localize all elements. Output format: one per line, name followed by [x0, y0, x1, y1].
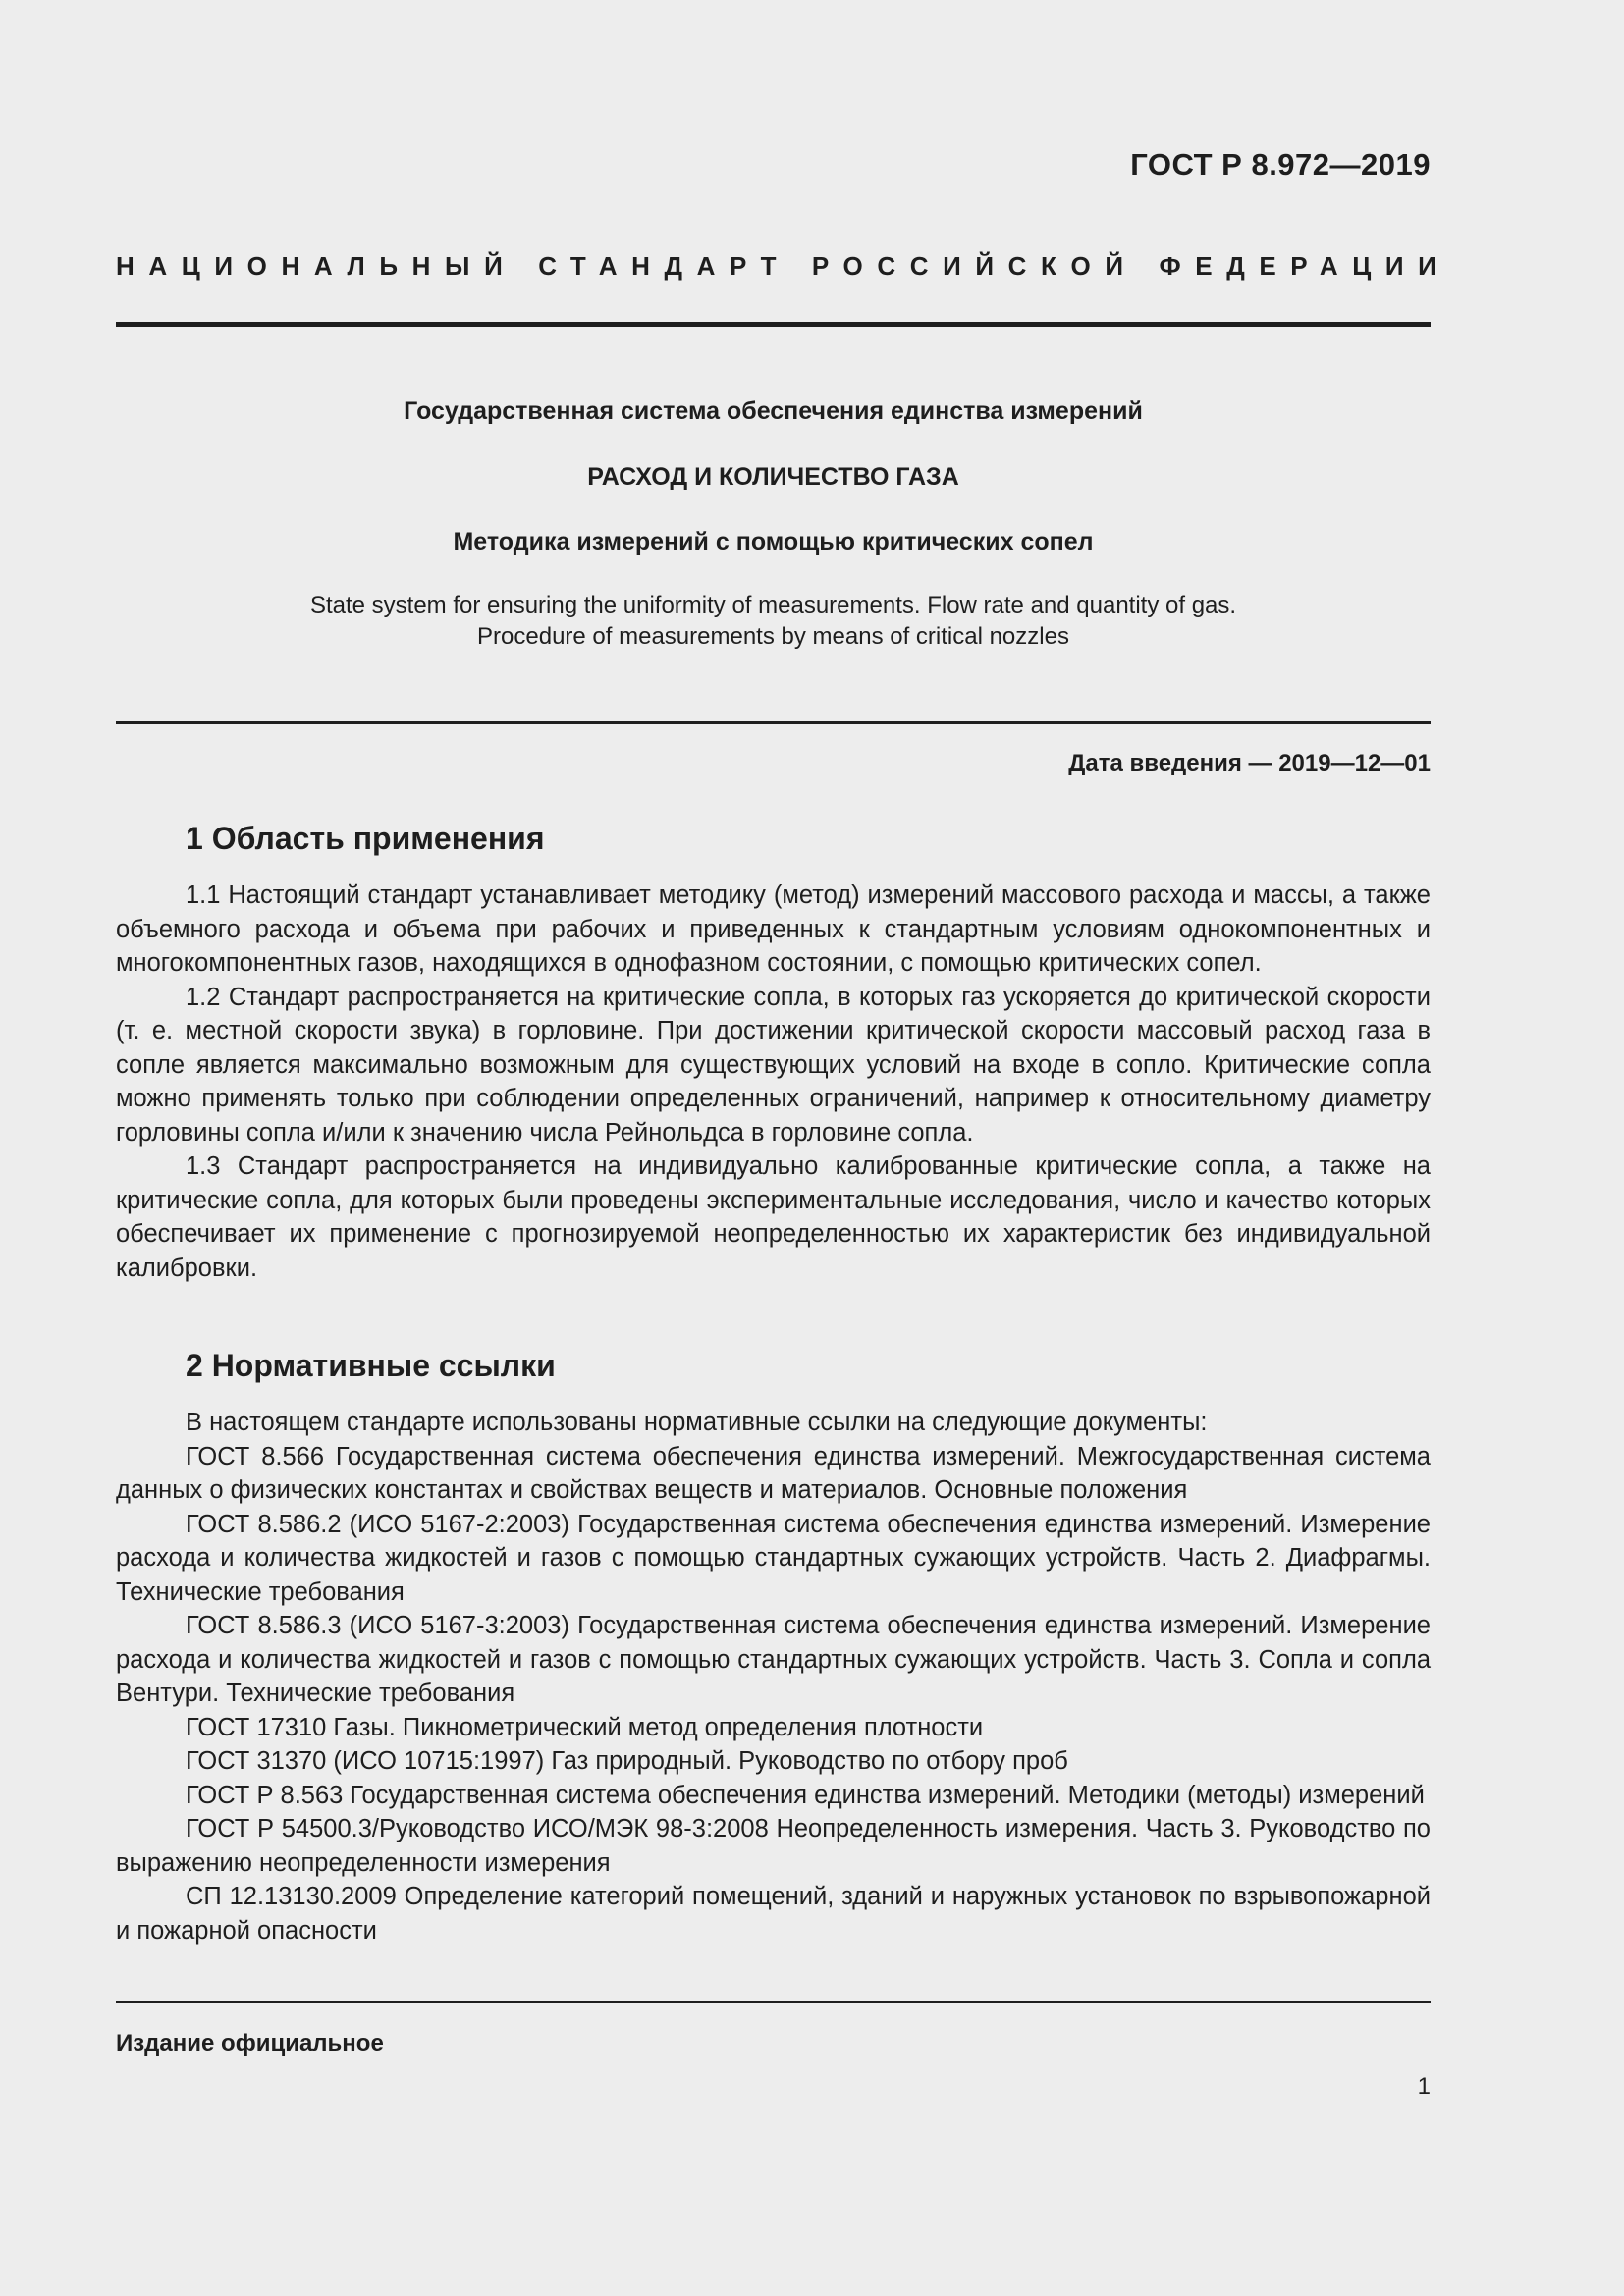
document-code: ГОСТ Р 8.972—2019: [1130, 147, 1431, 182]
normative-reference: ГОСТ 8.586.3 (ИСО 5167-3:2003) Государственная система обеспечения единства измерений. Измерение расхода и количества жидкостей и газов с помощью стандартных сужающих устройств. Часть 3. Сопла и сопла Вентури. Технические требования: [116, 1612, 1431, 1707]
footer-divider: [116, 2001, 1431, 2003]
section-2-body: [116, 1406, 1431, 1948]
normative-intro: В настоящем стандарте использованы нормативные ссылки на следующие документы:: [186, 1409, 1208, 1436]
header-divider: [116, 322, 1431, 327]
normative-reference: ГОСТ Р 54500.3/Руководство ИСО/МЭК 98-3:2008 Неопределенность измерения. Часть 3. Руководство по выражению неопределенности измерения: [116, 1815, 1431, 1877]
paragraph-1-1: 1.1 Настоящий стандарт устанавливает методику (метод) измерений массового расхода и массы, а также объемного расхода и объема при рабочих и приведенных к стандартным условиям однокомпонентных и многокомпонентных газов, находящихся в однофазном состоянии, с помощью критических сопел.: [116, 881, 1431, 977]
normative-reference: ГОСТ Р 8.563 Государственная система обеспечения единства измерений. Методики (методы) измерений: [186, 1781, 1425, 1809]
normative-reference: СП 12.13130.2009 Определение категорий помещений, зданий и наружных установок по взрывопожарной и пожарной опасности: [116, 1883, 1431, 1945]
title-system: Государственная система обеспечения единства измерений: [404, 398, 1143, 425]
title-divider: [116, 721, 1431, 724]
title-english: [116, 590, 1431, 653]
title-english-line2: Procedure of measurements by means of critical nozzles: [477, 623, 1069, 650]
title-subtitle: Методика измерений с помощью критических сопел: [453, 528, 1094, 556]
normative-reference: ГОСТ 8.586.2 (ИСО 5167-2:2003) Государственная система обеспечения единства измерений. Измерение расхода и количества жидкостей и газов с помощью стандартных сужающих устройств. Часть 2. Диафрагмы. Технические требования: [116, 1510, 1431, 1606]
page-number: 1: [1417, 2073, 1431, 2100]
national-standard-banner: НАЦИОНАЛЬНЫЙ СТАНДАРТ РОССИЙСКОЙ ФЕДЕРАЦИИ: [116, 251, 1451, 281]
paragraph-1-2: 1.2 Стандарт распространяется на критические сопла, в которых газ ускоряется до критической скорости (т. е. местной скорости звука) в горловине. При достижении критической скорости массовый расход газа в сопле является максимально возможным для существующих условий на входе в сопло. Критические сопла можно применять только при соблюдении определенных ограничений, например к относительному диаметру горловины сопла и/или к значению числа Рейнольдса в горловине сопла.: [116, 983, 1431, 1147]
title-english-line1: State system for ensuring the uniformity of measurements. Flow rate and quantity of gas.: [309, 592, 1237, 618]
official-edition-label: Издание официальное: [116, 2030, 384, 2056]
normative-reference: ГОСТ 8.566 Государственная система обеспечения единства измерений. Межгосударственная система данных о физических константах и свойствах веществ и материалов. Основные положения: [116, 1442, 1431, 1504]
paragraph-1-3: 1.3 Стандарт распространяется на индивидуально калиброванные критические сопла, а также на критические сопла, для которых были проведены экспериментальные исследования, число и качество которых обеспечивает их применение с прогнозируемой неопределенностью их характеристик без индивидуальной калибровки.: [116, 1152, 1431, 1282]
title-main: РАСХОД И КОЛИЧЕСТВО ГАЗА: [587, 463, 959, 491]
normative-reference: ГОСТ 31370 (ИСО 10715:1997) Газ природный. Руководство по отбору проб: [186, 1747, 1068, 1775]
section-1-heading: 1 Область применения: [186, 821, 545, 856]
section-1-body: [116, 879, 1431, 1285]
normative-reference: ГОСТ 17310 Газы. Пикнометрический метод определения плотности: [186, 1713, 984, 1741]
introduction-date: Дата введения — 2019—12—01: [1068, 750, 1431, 776]
section-2-heading: 2 Нормативные ссылки: [186, 1348, 556, 1383]
